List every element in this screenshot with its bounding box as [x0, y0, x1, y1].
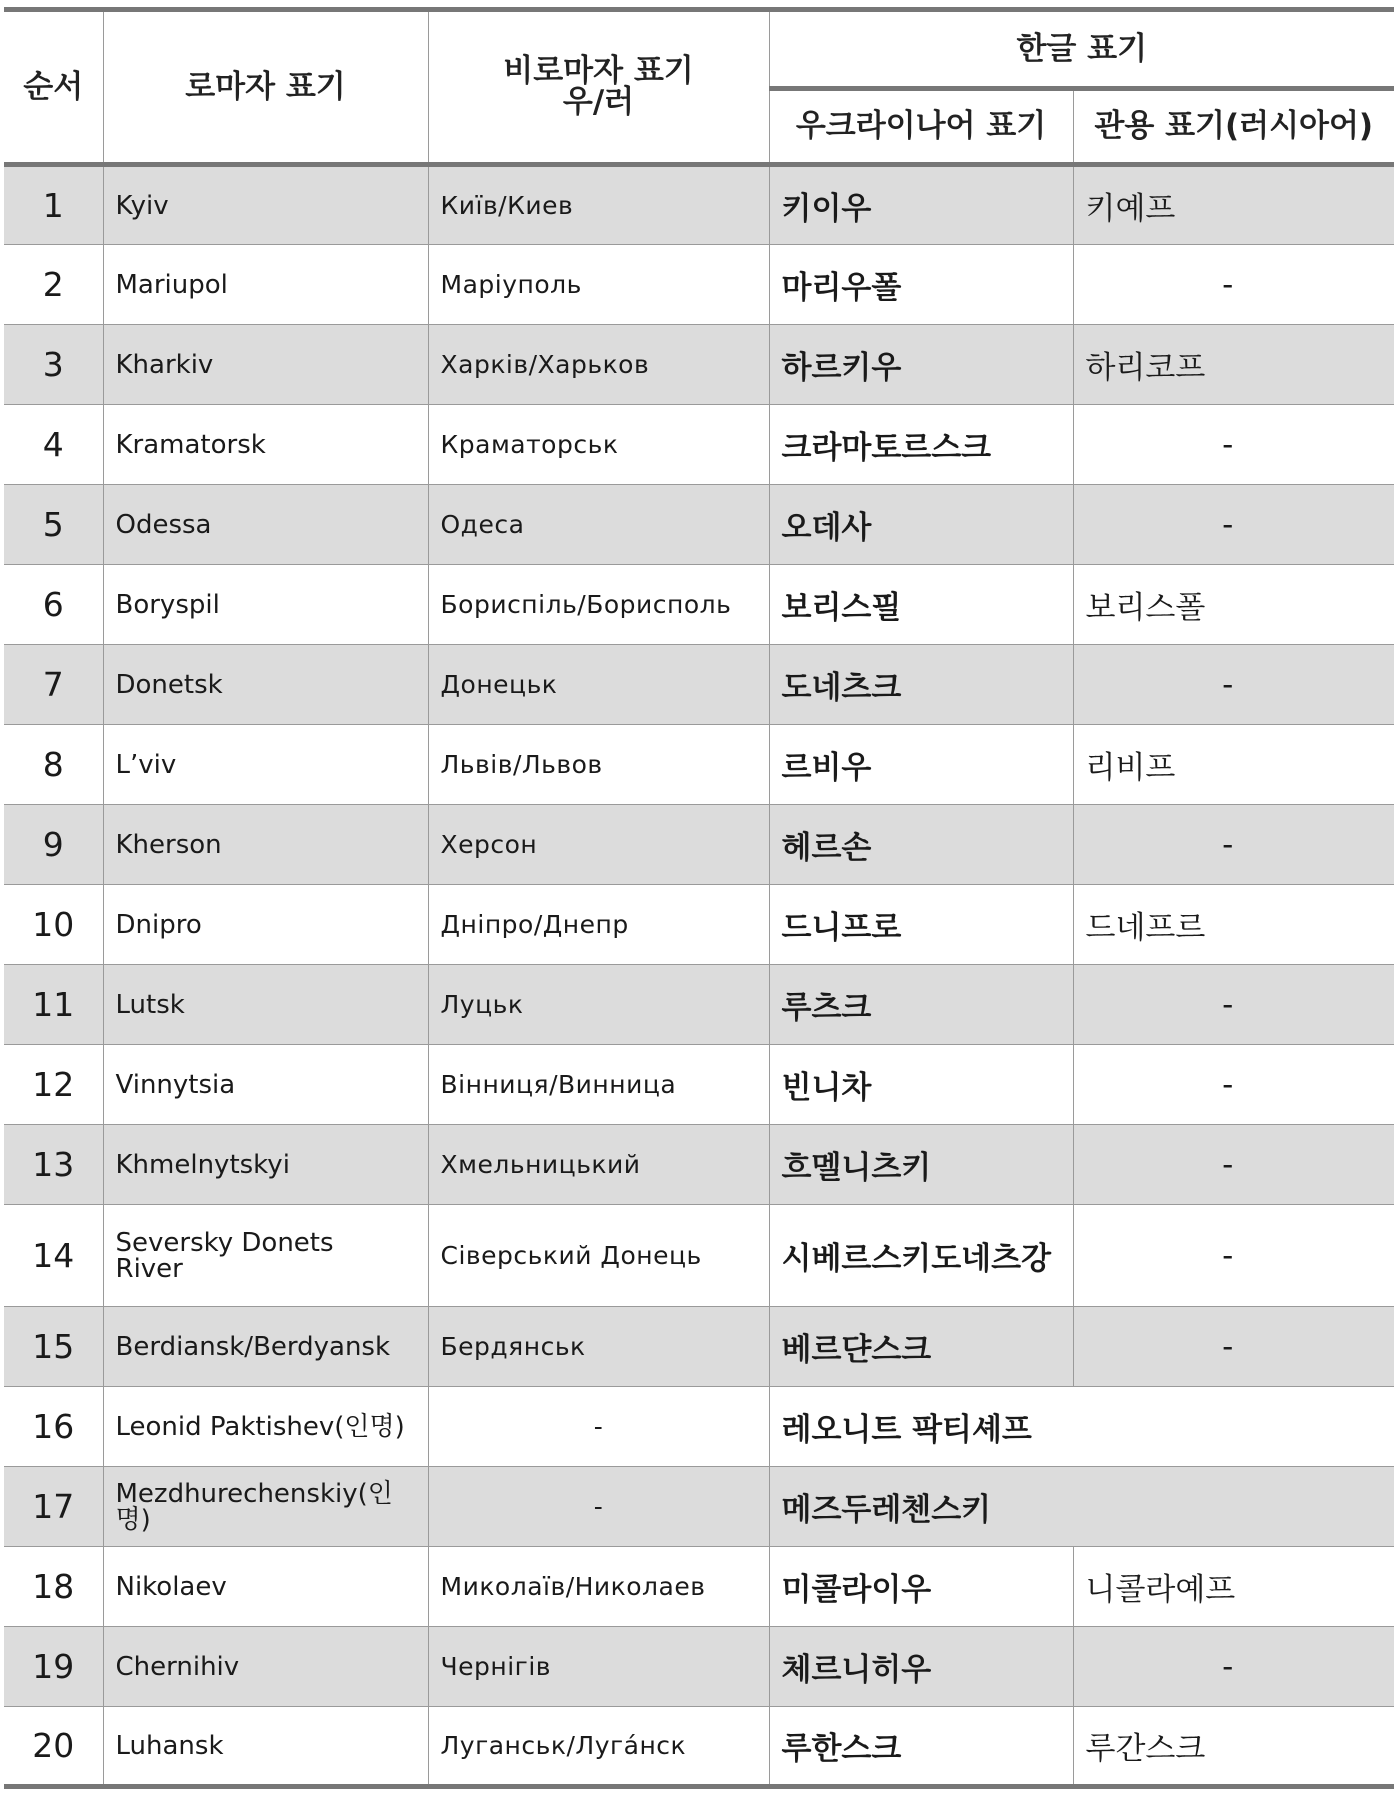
row-number: 3	[4, 325, 103, 405]
row-number: 1	[4, 165, 103, 245]
roman-name: Mariupol	[103, 245, 428, 325]
roman-name-line1: Seversky Donets	[115, 1227, 334, 1258]
row-number: 10	[4, 885, 103, 965]
ukrainian-hangul: 마리우폴	[769, 245, 1073, 325]
conventional-hangul: 키예프	[1073, 165, 1394, 245]
conventional-hangul: -	[1073, 485, 1394, 565]
conventional-hangul: -	[1073, 645, 1394, 725]
cyrillic-name: Луганськ/Луга́нск	[428, 1707, 769, 1787]
roman-name-line2: River	[115, 1253, 183, 1284]
roman-name: Vinnytsia	[103, 1045, 428, 1125]
ukrainian-hangul: 빈니차	[769, 1045, 1073, 1125]
roman-name: Dnipro	[103, 885, 428, 965]
row-number: 14	[4, 1205, 103, 1307]
cyrillic-name: Луцьк	[428, 965, 769, 1045]
conventional-hangul: 루간스크	[1073, 1707, 1394, 1787]
cyrillic-name: Бердянськ	[428, 1307, 769, 1387]
conventional-hangul: 보리스폴	[1073, 565, 1394, 645]
row-number: 9	[4, 805, 103, 885]
conventional-hangul: 드네프르	[1073, 885, 1394, 965]
table-row	[4, 1045, 1394, 1125]
roman-name: Odessa	[103, 485, 428, 565]
roman-name: Luhansk	[103, 1707, 428, 1787]
roman-name: Donetsk	[103, 645, 428, 725]
table-row	[4, 725, 1394, 805]
cyrillic-name: Краматорськ	[428, 405, 769, 485]
row-number: 12	[4, 1045, 103, 1125]
row-number: 20	[4, 1707, 103, 1787]
table-row	[4, 1467, 1394, 1547]
row-number: 11	[4, 965, 103, 1045]
roman-name: Chernihiv	[103, 1627, 428, 1707]
table-row	[4, 1307, 1394, 1387]
roman-name	[103, 1205, 428, 1307]
ukrainian-hangul: 키이우	[769, 165, 1073, 245]
transliteration-table	[4, 7, 1394, 1789]
header-nonroman	[428, 10, 769, 165]
cyrillic-name: Чернігів	[428, 1627, 769, 1707]
roman-name: Mezdhurechenskiy(인명)	[103, 1467, 428, 1547]
ukrainian-hangul: 하르키우	[769, 325, 1073, 405]
roman-name: L’viv	[103, 725, 428, 805]
table-container	[4, 7, 1394, 1789]
ukrainian-hangul: 흐멜니츠키	[769, 1125, 1073, 1205]
conventional-hangul: 니콜라예프	[1073, 1547, 1394, 1627]
cyrillic-name: -	[428, 1387, 769, 1467]
row-number: 5	[4, 485, 103, 565]
ukrainian-hangul: 르비우	[769, 725, 1073, 805]
roman-name: Kherson	[103, 805, 428, 885]
ukrainian-hangul: 베르댠스크	[769, 1307, 1073, 1387]
roman-name: Berdiansk/Berdyansk	[103, 1307, 428, 1387]
cyrillic-name: Маріуполь	[428, 245, 769, 325]
row-number: 13	[4, 1125, 103, 1205]
table-row	[4, 485, 1394, 565]
table-row	[4, 1547, 1394, 1627]
roman-name: Kramatorsk	[103, 405, 428, 485]
roman-name: Kharkiv	[103, 325, 428, 405]
ukrainian-hangul: 미콜라이우	[769, 1547, 1073, 1627]
cyrillic-name: Вінниця/Винница	[428, 1045, 769, 1125]
ukrainian-hangul: 헤르손	[769, 805, 1073, 885]
table-row	[4, 1707, 1394, 1787]
merged-hangul: 레오니트 팍티셰프	[769, 1387, 1394, 1467]
row-number: 17	[4, 1467, 103, 1547]
table-row	[4, 565, 1394, 645]
roman-name: Khmelnytskyi	[103, 1125, 428, 1205]
roman-name: Nikolaev	[103, 1547, 428, 1627]
ukrainian-hangul: 루한스크	[769, 1707, 1073, 1787]
cyrillic-name: Херсон	[428, 805, 769, 885]
ukrainian-hangul: 오데사	[769, 485, 1073, 565]
row-number: 19	[4, 1627, 103, 1707]
cyrillic-name: Бориспіль/Борисполь	[428, 565, 769, 645]
table-body	[4, 165, 1394, 1787]
row-number: 2	[4, 245, 103, 325]
cyrillic-name: -	[428, 1467, 769, 1547]
cyrillic-name: Харків/Харьков	[428, 325, 769, 405]
cyrillic-name: Миколаїв/Николаев	[428, 1547, 769, 1627]
header-nonroman-line1: 비로마자 표기	[503, 53, 694, 89]
table-row	[4, 885, 1394, 965]
ukrainian-hangul: 보리스필	[769, 565, 1073, 645]
row-number: 16	[4, 1387, 103, 1467]
roman-name: Boryspil	[103, 565, 428, 645]
ukrainian-hangul: 도네츠크	[769, 645, 1073, 725]
conventional-hangul: -	[1073, 1627, 1394, 1707]
conventional-hangul: -	[1073, 1205, 1394, 1307]
cyrillic-name: Львів/Львов	[428, 725, 769, 805]
row-number: 7	[4, 645, 103, 725]
table-row	[4, 1387, 1394, 1467]
cyrillic-name: Одеса	[428, 485, 769, 565]
table-header	[4, 10, 1394, 165]
table-row	[4, 325, 1394, 405]
roman-name: Kyiv	[103, 165, 428, 245]
conventional-hangul: -	[1073, 965, 1394, 1045]
conventional-hangul: 하리코프	[1073, 325, 1394, 405]
header-roman: 로마자 표기	[103, 10, 428, 165]
conventional-hangul: -	[1073, 405, 1394, 485]
conventional-hangul: -	[1073, 1307, 1394, 1387]
header-ukrainian: 우크라이나어 표기	[769, 89, 1073, 165]
roman-name: Leonid Paktishev(인명)	[103, 1387, 428, 1467]
conventional-hangul: -	[1073, 805, 1394, 885]
conventional-hangul: 리비프	[1073, 725, 1394, 805]
header-hangul: 한글 표기	[769, 10, 1394, 89]
ukrainian-hangul: 루츠크	[769, 965, 1073, 1045]
row-number: 4	[4, 405, 103, 485]
ukrainian-hangul: 드니프로	[769, 885, 1073, 965]
row-number: 15	[4, 1307, 103, 1387]
table-row	[4, 405, 1394, 485]
table-row	[4, 805, 1394, 885]
row-number: 18	[4, 1547, 103, 1627]
table-row	[4, 245, 1394, 325]
merged-hangul: 메즈두레첸스키	[769, 1467, 1394, 1547]
ukrainian-hangul: 체르니히우	[769, 1627, 1073, 1707]
cyrillic-name: Донецьк	[428, 645, 769, 725]
cyrillic-name: Хмельницький	[428, 1125, 769, 1205]
table-row	[4, 965, 1394, 1045]
table-row	[4, 1125, 1394, 1205]
roman-name: Lutsk	[103, 965, 428, 1045]
conventional-hangul: -	[1073, 245, 1394, 325]
row-number: 6	[4, 565, 103, 645]
table-row	[4, 645, 1394, 725]
ukrainian-hangul: 크라마토르스크	[769, 405, 1073, 485]
table-row	[4, 165, 1394, 245]
cyrillic-name: Київ/Киев	[428, 165, 769, 245]
table-row	[4, 1205, 1394, 1307]
row-number: 8	[4, 725, 103, 805]
cyrillic-name: Дніпро/Днепр	[428, 885, 769, 965]
conventional-hangul: -	[1073, 1045, 1394, 1125]
header-nonroman-line2: 우/러	[562, 84, 635, 120]
conventional-hangul: -	[1073, 1125, 1394, 1205]
header-order: 순서	[4, 10, 103, 165]
table-row	[4, 1627, 1394, 1707]
cyrillic-name: Сіверський Донець	[428, 1205, 769, 1307]
header-conventional: 관용 표기(러시아어)	[1073, 89, 1394, 165]
ukrainian-hangul: 시베르스키도네츠강	[769, 1205, 1073, 1307]
